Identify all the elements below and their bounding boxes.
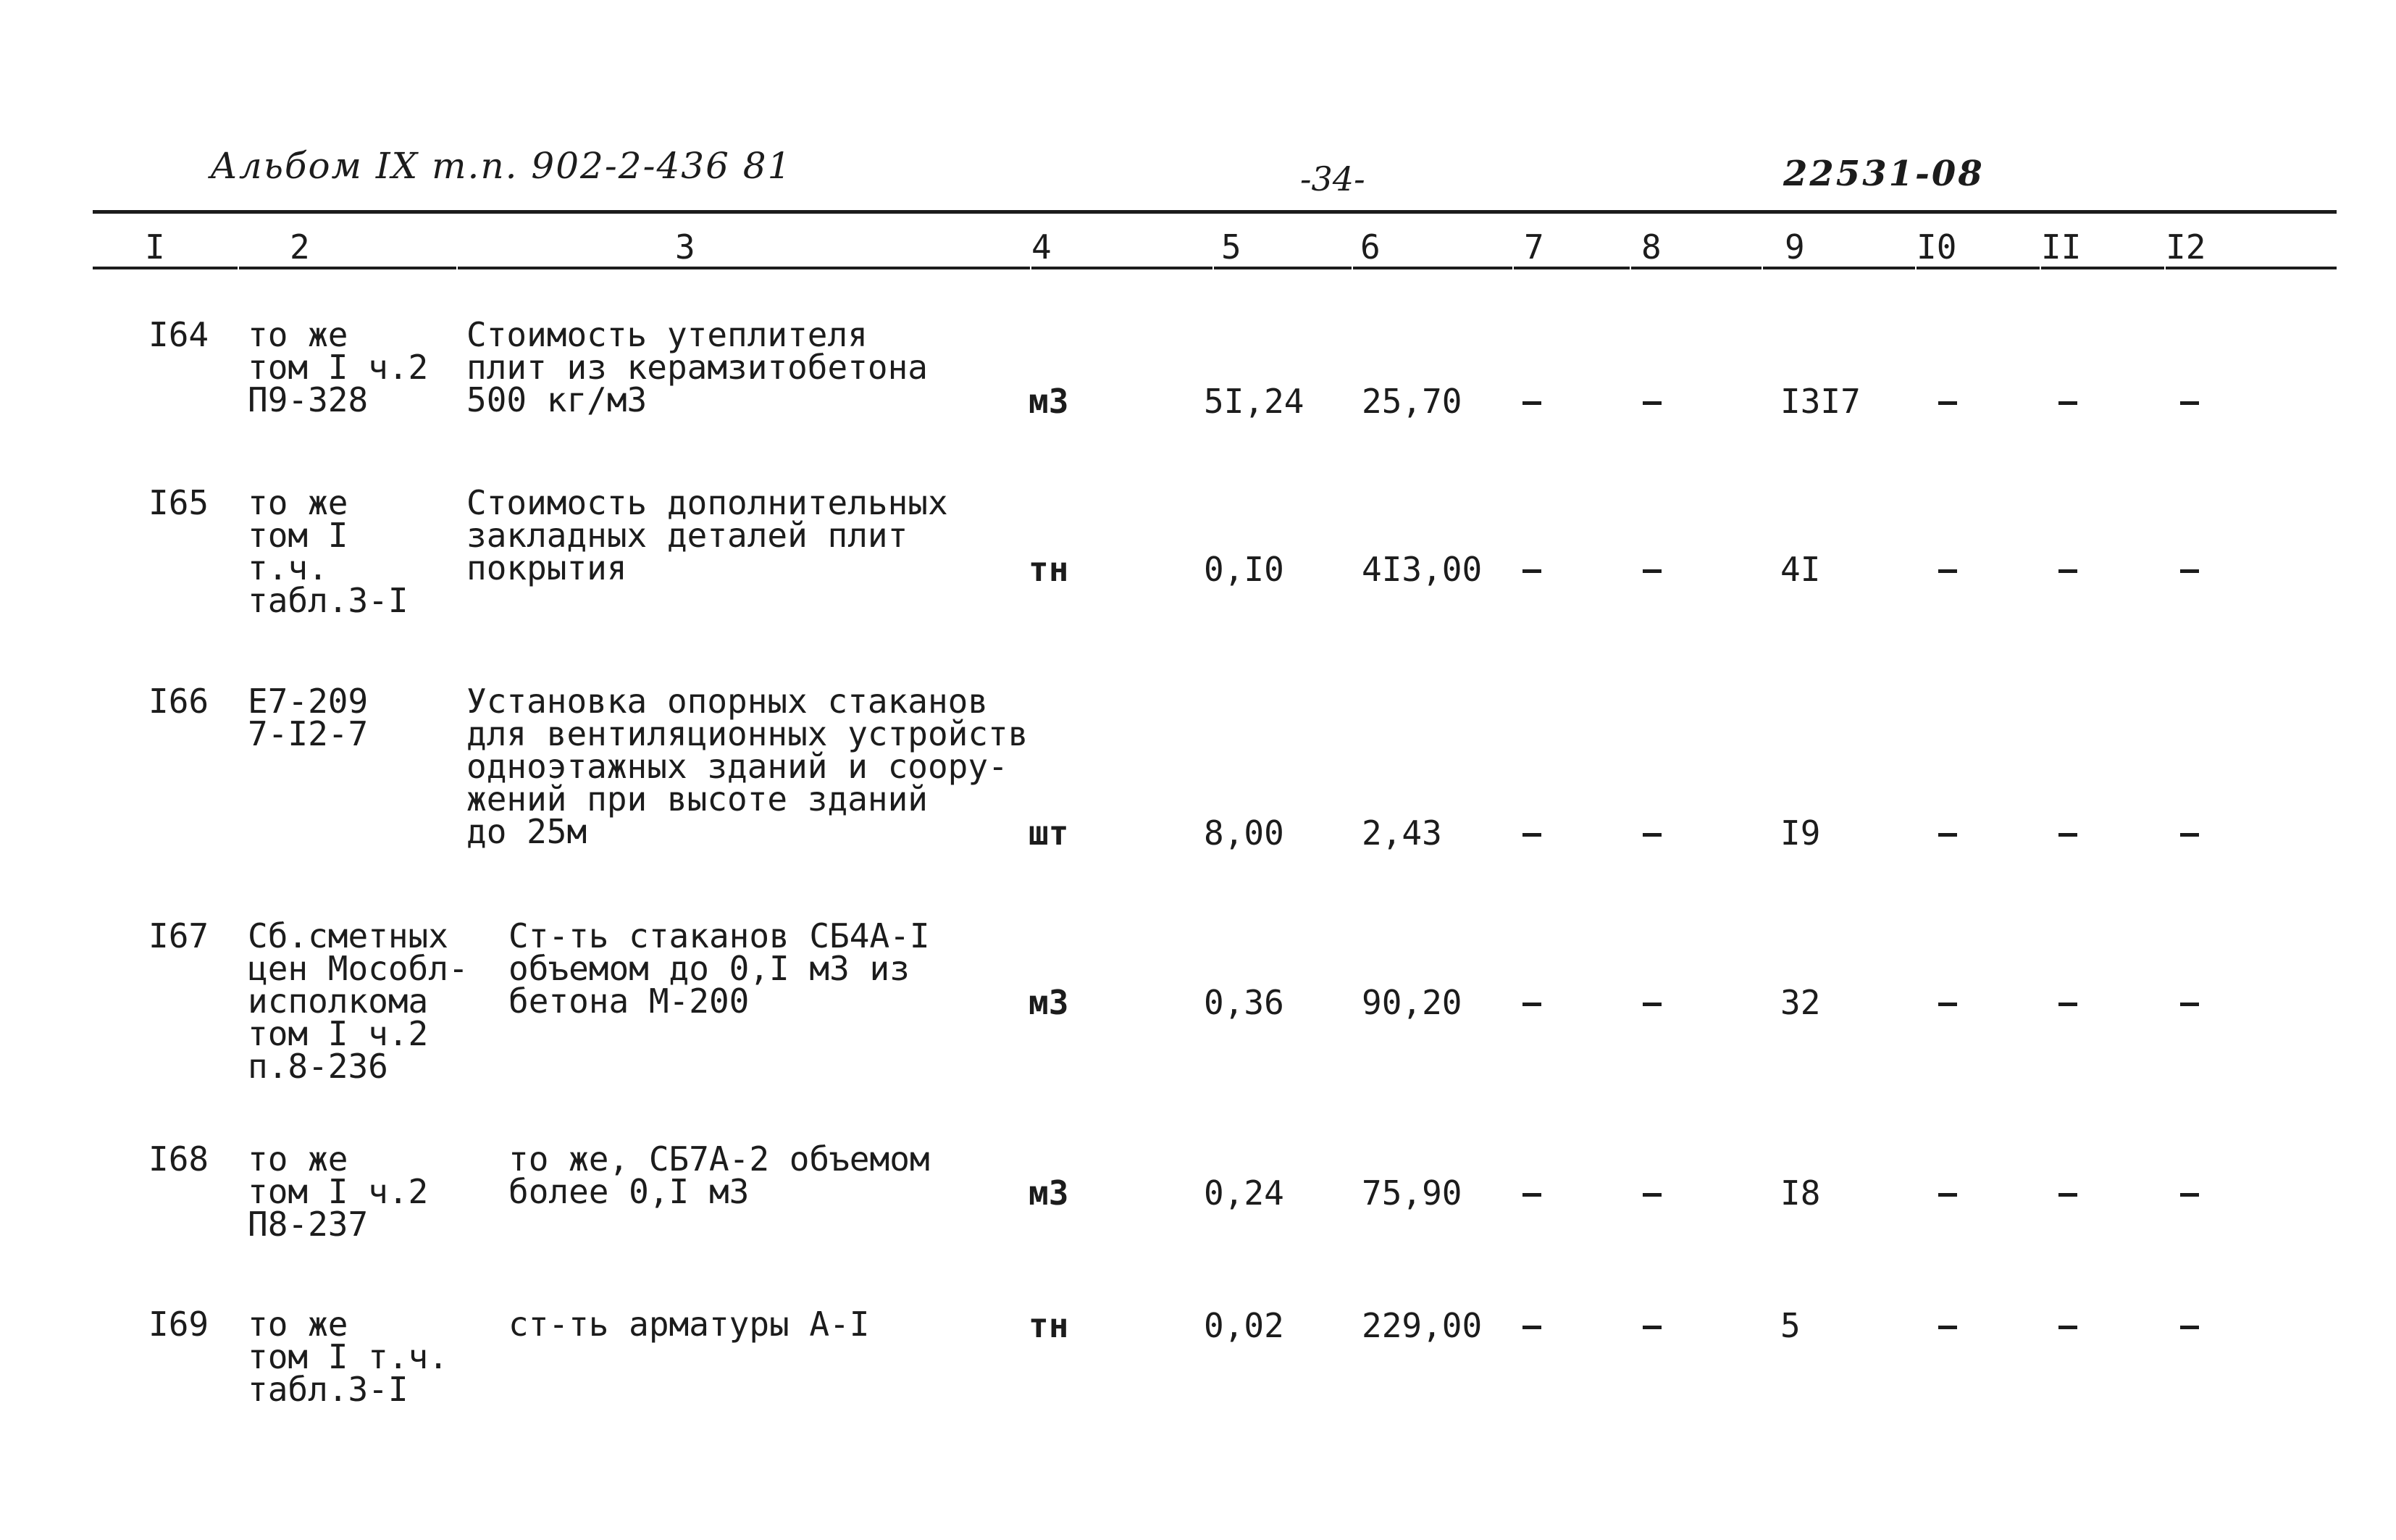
column-number: 6 xyxy=(1353,229,1512,269)
total-cost: I9 xyxy=(1780,813,1821,853)
row-number: I65 xyxy=(148,483,209,522)
header-rule xyxy=(93,210,2337,214)
dash-col7 xyxy=(1522,1326,1541,1329)
unit-price: 90,20 xyxy=(1362,983,1462,1022)
work-description: Стоимость дополнительных закладных деталей плит покрытия xyxy=(466,483,948,587)
unit: м3 xyxy=(1029,983,1069,1022)
dash-col11 xyxy=(2058,1326,2077,1329)
dash-col11 xyxy=(2058,569,2077,573)
column-number: 8 xyxy=(1631,229,1762,269)
page-number: -34- xyxy=(1300,159,1365,198)
unit-price: 25,70 xyxy=(1362,382,1462,421)
dash-col8 xyxy=(1643,401,1662,405)
row-number: I69 xyxy=(148,1305,209,1344)
dash-col11 xyxy=(2058,833,2077,837)
column-number: 3 xyxy=(458,229,1030,269)
dash-col10 xyxy=(1938,569,1957,573)
quantity: 0,36 xyxy=(1204,983,1284,1022)
unit-price: 229,00 xyxy=(1362,1306,1483,1345)
column-number: 5 xyxy=(1214,229,1352,269)
dash-col7 xyxy=(1522,833,1541,837)
dash-col10 xyxy=(1938,1326,1957,1329)
unit-price: 2,43 xyxy=(1362,813,1442,853)
dash-col12 xyxy=(2180,833,2199,837)
dash-col8 xyxy=(1643,833,1662,837)
work-description: ст-ть арматуры А-I xyxy=(508,1305,870,1344)
dash-col7 xyxy=(1522,401,1541,405)
basis-reference: Е7-209 7-I2-7 xyxy=(248,682,369,753)
basis-reference: то же том I ч.2 П9-328 xyxy=(248,315,429,419)
unit-price: 75,90 xyxy=(1362,1173,1462,1213)
work-description: то же, СБ7А-2 объемом более 0,I м3 xyxy=(508,1139,930,1211)
quantity: 8,00 xyxy=(1204,813,1284,853)
dash-col10 xyxy=(1938,1003,1957,1006)
basis-reference: Сб.сметных цен Мособл- исполкома том I ч.2 п.8-236 xyxy=(248,916,469,1086)
dash-col8 xyxy=(1643,1003,1662,1006)
work-description: Стоимость утеплителя плит из керамзитобетона 500 кг/м3 xyxy=(466,315,928,419)
row-number: I66 xyxy=(148,682,209,721)
dash-col7 xyxy=(1522,1003,1541,1006)
dash-col7 xyxy=(1522,1193,1541,1197)
quantity: 0,02 xyxy=(1204,1306,1284,1345)
column-number: 2 xyxy=(239,229,456,269)
total-cost: I3I7 xyxy=(1780,382,1861,421)
basis-reference: то же том I т.ч. табл.3-I xyxy=(248,1305,448,1409)
column-number: 4 xyxy=(1031,229,1212,269)
work-description: Ст-ть стаканов СБ4А-I объемом до 0,I м3 из бетона М-200 xyxy=(508,916,930,1021)
row-number: I68 xyxy=(148,1139,209,1179)
row-number: I67 xyxy=(148,916,209,955)
column-number: II xyxy=(2041,229,2164,269)
total-cost: 5 xyxy=(1780,1306,1801,1345)
dash-col10 xyxy=(1938,833,1957,837)
quantity: 0,24 xyxy=(1204,1173,1284,1213)
dash-col10 xyxy=(1938,1193,1957,1197)
document-code: 22531-08 xyxy=(1783,154,1985,194)
dash-col8 xyxy=(1643,1193,1662,1197)
album-reference: Альбом IX т.п. 902-2-436 81 xyxy=(210,145,792,187)
column-number: I xyxy=(93,229,238,269)
dash-col12 xyxy=(2180,1326,2199,1329)
dash-col8 xyxy=(1643,569,1662,573)
dash-col12 xyxy=(2180,1193,2199,1197)
total-cost: I8 xyxy=(1780,1173,1821,1213)
column-number: I0 xyxy=(1917,229,2040,269)
dash-col12 xyxy=(2180,569,2199,573)
dash-col8 xyxy=(1643,1326,1662,1329)
dash-col7 xyxy=(1522,569,1541,573)
basis-reference: то же том I т.ч. табл.3-I xyxy=(248,483,409,620)
unit-price: 4I3,00 xyxy=(1362,550,1483,589)
dash-col11 xyxy=(2058,1003,2077,1006)
quantity: 5I,24 xyxy=(1204,382,1304,421)
column-number: 9 xyxy=(1763,229,1915,269)
dash-col11 xyxy=(2058,401,2077,405)
unit: тн xyxy=(1029,550,1069,589)
quantity: 0,I0 xyxy=(1204,550,1284,589)
basis-reference: то же том I ч.2 П8-237 xyxy=(248,1139,429,1244)
unit: м3 xyxy=(1029,382,1069,421)
unit: шт xyxy=(1029,813,1069,853)
unit: м3 xyxy=(1029,1173,1069,1213)
column-number: 7 xyxy=(1514,229,1630,269)
total-cost: 4I xyxy=(1780,550,1821,589)
dash-col12 xyxy=(2180,401,2199,405)
dash-col11 xyxy=(2058,1193,2077,1197)
row-number: I64 xyxy=(148,315,209,354)
dash-col12 xyxy=(2180,1003,2199,1006)
dash-col10 xyxy=(1938,401,1957,405)
column-number: I2 xyxy=(2166,229,2337,269)
work-description: Установка опорных стаканов для вентиляционных устройств одноэтажных зданий и соору- жений при высоте зданий до 25м xyxy=(466,682,1029,851)
unit: тн xyxy=(1029,1306,1069,1345)
total-cost: 32 xyxy=(1780,983,1821,1022)
